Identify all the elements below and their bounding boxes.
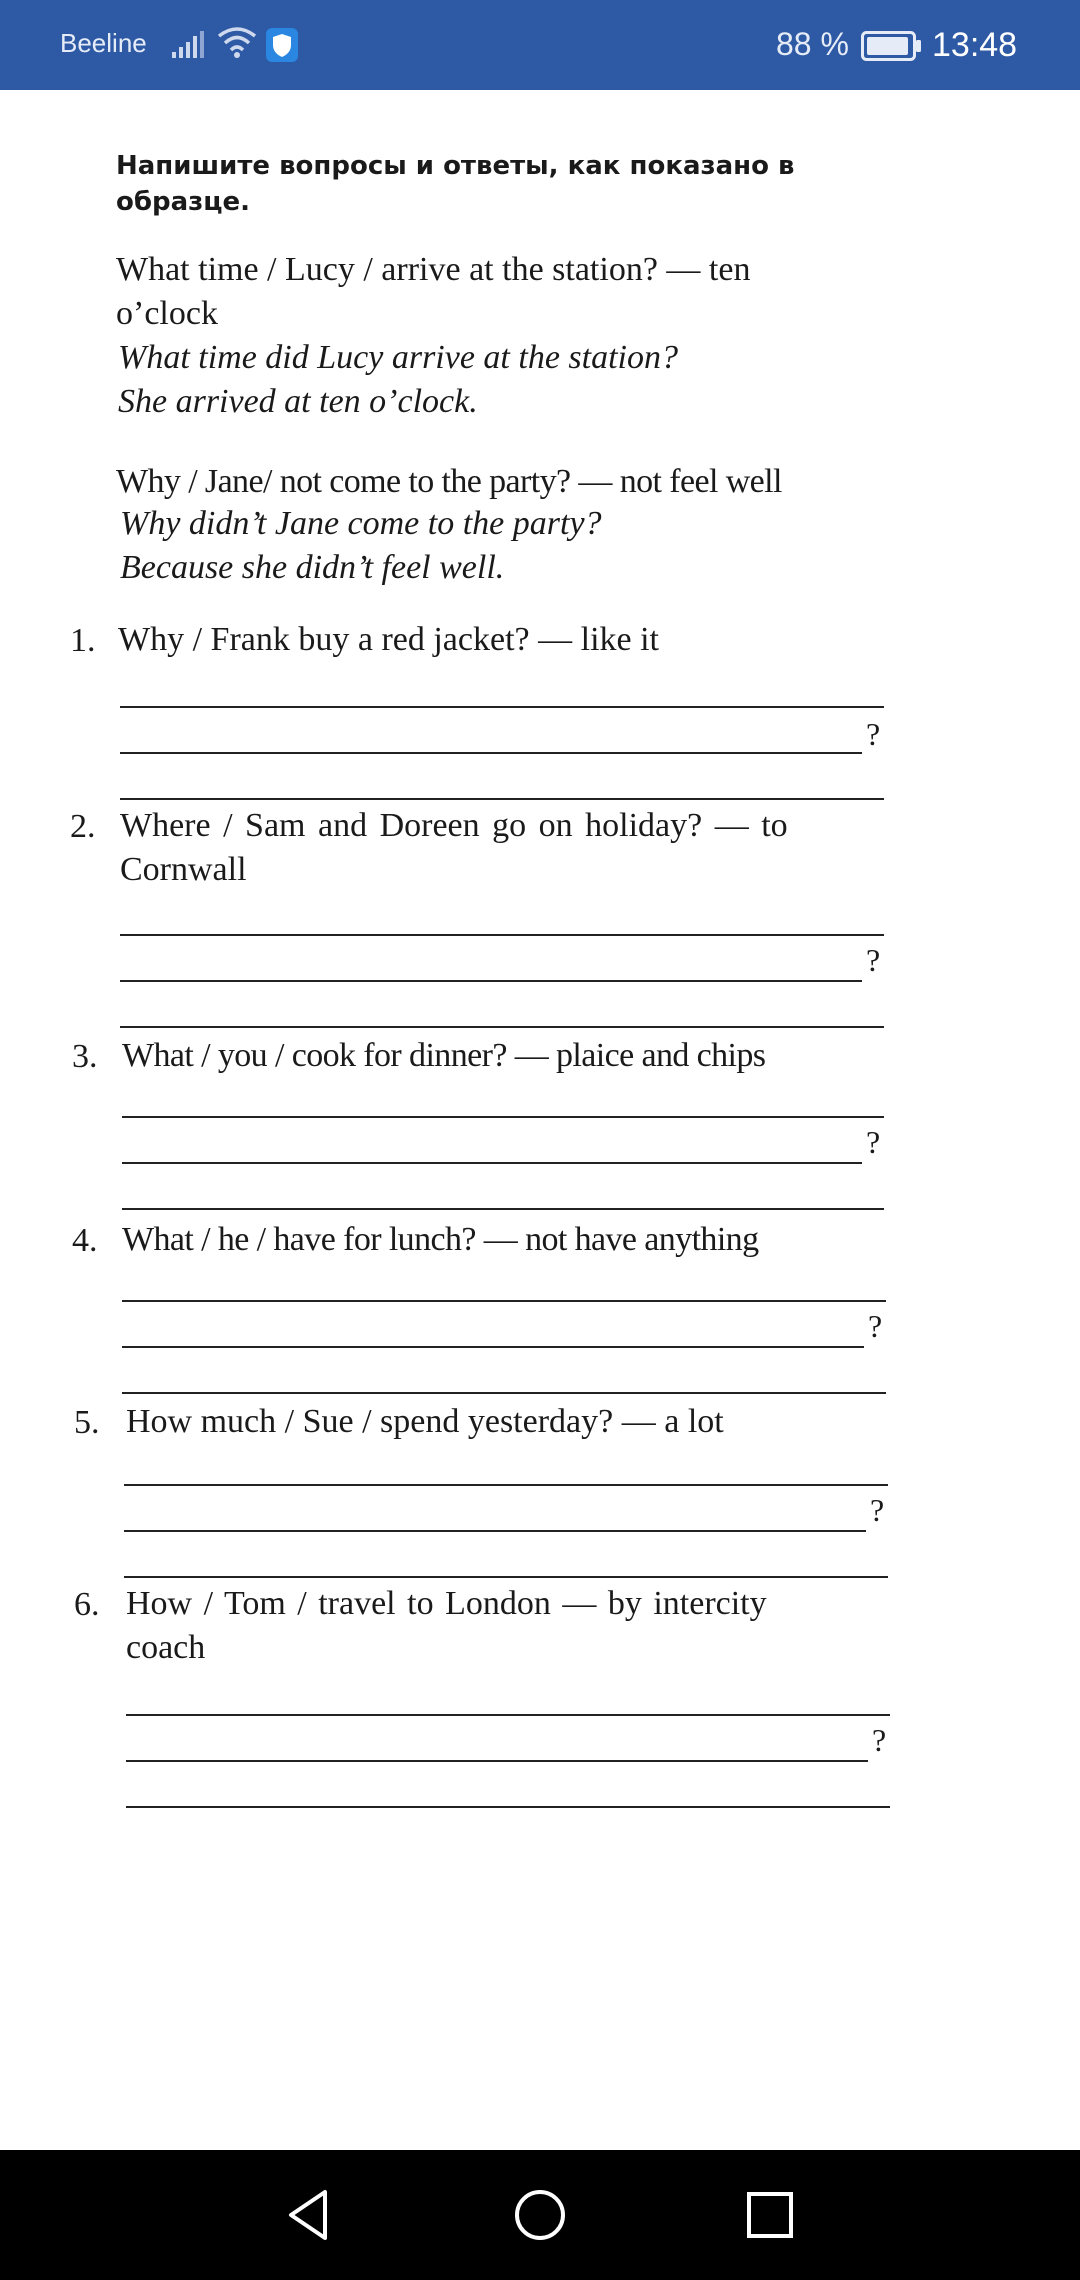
item-4-answer-line-1 [122, 1300, 886, 1302]
item-4-answer-line-2 [122, 1346, 864, 1348]
example2-prompt: Why / Jane/ not come to the party? — not feel well [116, 463, 782, 500]
item-3-answer-line-3 [122, 1208, 884, 1210]
item-6-prompt-line-1: How / Tom / travel to London — by intercity [126, 1585, 767, 1622]
item-5-question-mark: ? [870, 1492, 885, 1528]
instruction-line-1: Напишите вопросы и ответы, как показано в [116, 151, 795, 181]
item-1-answer-line-3 [120, 798, 884, 800]
signal-icon [170, 30, 206, 60]
recents-icon[interactable] [737, 2182, 803, 2248]
item-6-question-mark: ? [872, 1722, 887, 1758]
worksheet-page [0, 90, 1080, 2150]
item-6-prompt-line-2: coach [126, 1629, 206, 1666]
item-2-prompt-line-1: Where / Sam and Doreen go on holiday? — to [120, 807, 788, 844]
item-4-answer-line-3 [122, 1392, 886, 1394]
item-5-answer-line-2 [124, 1530, 866, 1532]
example2-question: Why didn’t Jane come to the party? [120, 505, 602, 542]
item-3-answer-line-2 [122, 1162, 862, 1164]
item-4-question-mark: ? [868, 1308, 883, 1344]
clock: 13:48 [932, 26, 1018, 64]
wifi-icon [216, 24, 258, 60]
item-1-prompt: Why / Frank buy a red jacket? — like it [118, 621, 659, 658]
carrier-name: Beeline [60, 28, 147, 58]
item-5-answer-line-3 [124, 1576, 888, 1578]
navigation-bar [0, 2150, 1080, 2280]
item-2-answer-line-3 [120, 1026, 884, 1028]
item-2-prompt-line-2: Cornwall [120, 851, 247, 888]
item-5-number: 5. [74, 1404, 100, 1441]
item-3-answer-line-1 [122, 1116, 884, 1118]
item-5-prompt: How much / Sue / spend yesterday? — a lot [126, 1403, 724, 1440]
example1-prompt-line-2: o’clock [116, 295, 218, 332]
item-3-question-mark: ? [866, 1124, 881, 1160]
shield-icon [266, 28, 298, 62]
item-2-answer-line-2 [120, 980, 862, 982]
item-5-answer-line-1 [124, 1484, 888, 1486]
item-4-number: 4. [72, 1222, 98, 1259]
back-icon[interactable] [277, 2182, 343, 2248]
home-icon[interactable] [507, 2182, 573, 2248]
item-1-question-mark: ? [866, 716, 881, 752]
item-2-question-mark: ? [866, 942, 881, 978]
example1-question: What time did Lucy arrive at the station? [118, 339, 678, 376]
item-6-answer-line-2 [126, 1760, 868, 1762]
item-1-answer-line-1 [120, 706, 884, 708]
example1-prompt-line-1: What time / Lucy / arrive at the station? — ten [116, 251, 751, 288]
instruction-line-2: образце. [116, 187, 251, 217]
status-bar [0, 0, 1080, 90]
item-2-answer-line-1 [120, 934, 884, 936]
item-4-prompt: What / he / have for lunch? — not have anything [122, 1221, 759, 1258]
item-3-number: 3. [72, 1038, 98, 1075]
item-6-number: 6. [74, 1586, 100, 1623]
battery-percent: 88 % [776, 26, 849, 62]
item-6-answer-line-1 [126, 1714, 890, 1716]
example2-answer: Because she didn’t feel well. [120, 549, 505, 586]
battery-icon [861, 31, 923, 61]
item-1-answer-line-2 [120, 752, 862, 754]
item-2-number: 2. [70, 808, 96, 845]
item-1-number: 1. [70, 622, 96, 659]
example1-answer: She arrived at ten o’clock. [118, 383, 478, 420]
item-3-prompt: What / you / cook for dinner? — plaice and chips [122, 1037, 766, 1074]
item-6-answer-line-3 [126, 1806, 890, 1808]
